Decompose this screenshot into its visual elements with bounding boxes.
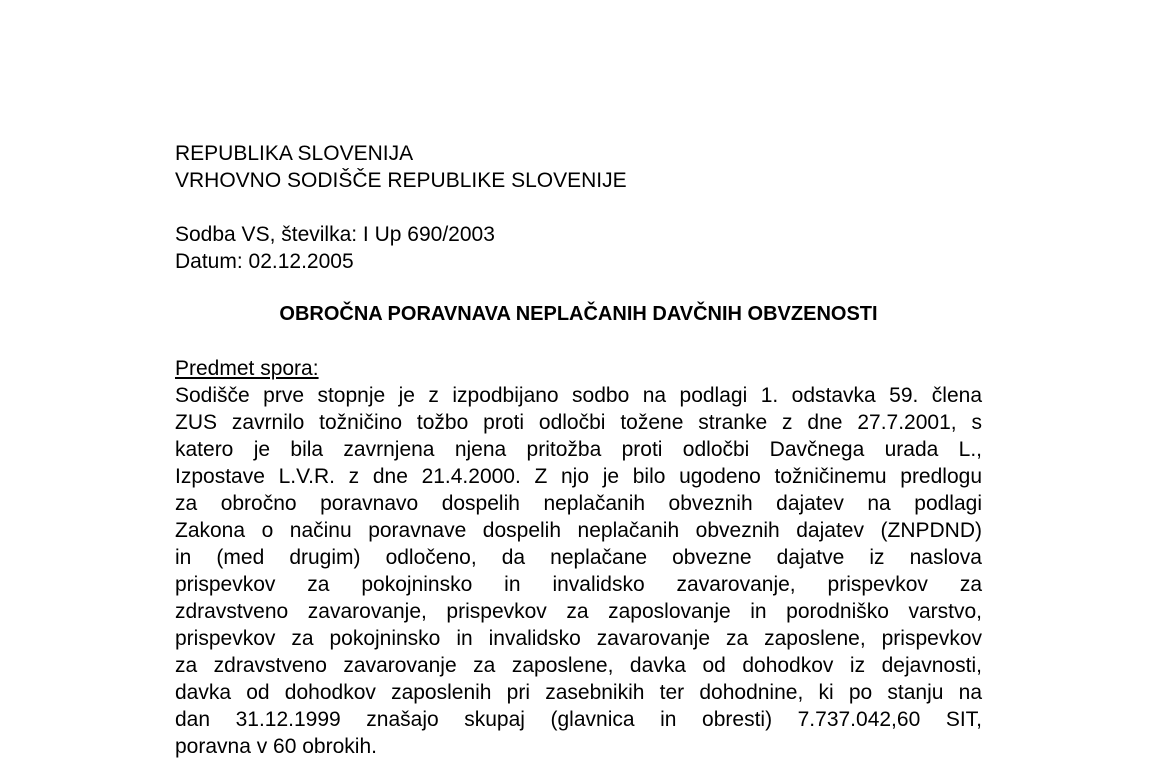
court-country-heading: REPUBLIKA SLOVENIJA xyxy=(175,142,414,165)
body-line: ZUS zavrnilo tožničino tožbo proti odločbi tožene stranke z dne 27.7.2001, s xyxy=(175,411,982,434)
body-line: za obročno poravnavo dospelih neplačanih obveznih dajatev na podlagi xyxy=(175,492,982,515)
body-line: in (med drugim) odločeno, da neplačane obvezne dajatve iz naslova xyxy=(175,546,982,569)
document-title: OBROČNA PORAVNAVA NEPLAČANIH DAVČNIH OBVZENOSTI xyxy=(279,303,878,325)
case-date: Datum: 02.12.2005 xyxy=(175,250,354,273)
body-line: davka od dohodkov zaposlenih pri zasebnikih ter dohodnine, ki po stanju na xyxy=(175,681,982,704)
body-line: dan 31.12.1999 znašajo skupaj (glavnica in obresti) 7.737.042,60 SIT, xyxy=(175,708,982,731)
subject-heading: Predmet spora: xyxy=(175,357,319,380)
court-name-heading: VRHOVNO SODIŠČE REPUBLIKE SLOVENIJE xyxy=(175,169,627,192)
body-line: zdravstveno zavarovanje, prispevkov za zaposlovanje in porodniško varstvo, xyxy=(175,600,982,623)
body-line: Izpostave L.V.R. z dne 21.4.2000. Z njo je bilo ugodeno tožničinemu predlogu xyxy=(175,465,982,488)
case-number: Sodba VS, številka: I Up 690/2003 xyxy=(175,223,495,246)
body-line: Zakona o načinu poravnave dospelih neplačanih obveznih dajatev (ZNPDND) xyxy=(175,519,982,542)
body-paragraph xyxy=(175,382,982,760)
body-line: katero je bila zavrnjena njena pritožba proti odločbi Davčnega urada L., xyxy=(175,438,982,461)
body-line: za zdravstveno zavarovanje za zaposlene, davka od dohodkov iz dejavnosti, xyxy=(175,654,982,677)
body-line: poravna v 60 obrokih. xyxy=(175,735,377,758)
body-line: Sodišče prve stopnje je z izpodbijano sodbo na podlagi 1. odstavka 59. člena xyxy=(175,384,982,407)
body-line: prispevkov za pokojninsko in invalidsko zavarovanje za zaposlene, prispevkov xyxy=(175,627,982,650)
body-line: prispevkov za pokojninsko in invalidsko zavarovanje, prispevkov za xyxy=(175,573,982,596)
